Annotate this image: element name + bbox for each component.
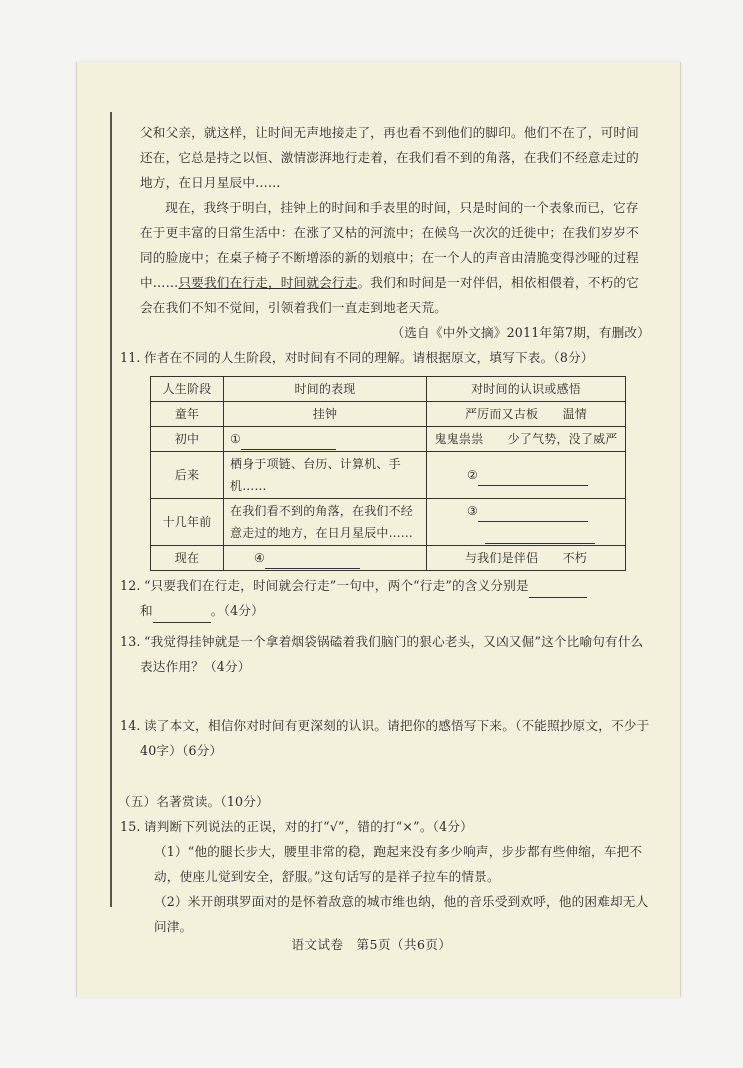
- feel-cell[interactable]: [427, 452, 626, 499]
- answer-marker: ②: [467, 468, 478, 482]
- question-12: [120, 573, 650, 598]
- question-11: [120, 345, 650, 370]
- page-footer: 语文试卷 第5页（共6页）: [291, 937, 452, 952]
- question-14-text: 读了本文，相信你对时间有更深刻的认识。请把你的感悟写下来。（不能照抄原文，不少于40字）（6分）: [140, 718, 650, 758]
- answer-blank[interactable]: [241, 435, 336, 450]
- table-header-cell: 人生阶段: [151, 377, 224, 402]
- table-row: [151, 546, 626, 571]
- binding-margin-line: [110, 112, 112, 907]
- show-cell: 栖身于项链、台历、计算机、手机……: [224, 452, 427, 499]
- answer-space[interactable]: [140, 763, 650, 789]
- stage-cell: 童年: [151, 402, 224, 427]
- question-13-text: “我觉得挂钟就是一个拿着烟袋锅磕着我们脑门的狠心老头，又凶又倔”这个比喻句有什么表达作用？（4分）: [140, 634, 644, 674]
- table-row: [151, 499, 626, 546]
- answer-marker: ①: [230, 432, 241, 446]
- answer-blank[interactable]: [478, 507, 588, 522]
- table-row: [151, 427, 626, 452]
- table-header-row: [151, 377, 626, 402]
- answer-blank[interactable]: [265, 554, 360, 569]
- question-number: 12.: [120, 578, 141, 593]
- page-content: [118, 120, 650, 939]
- show-cell[interactable]: [224, 427, 427, 452]
- question-number: 14.: [120, 718, 141, 733]
- question-number: 15.: [120, 819, 141, 834]
- show-cell[interactable]: [224, 546, 427, 571]
- question-15-text: 请判断下列说法的正误，对的打“√”，错的打“×”。（4分）: [144, 819, 473, 834]
- answer-marker: ③: [467, 504, 478, 518]
- answer-marker: ④: [254, 551, 265, 565]
- show-cell: 挂钟: [224, 402, 427, 427]
- question-14: [120, 713, 650, 763]
- answer-blank[interactable]: [485, 529, 595, 544]
- passage-paragraph-2: [140, 195, 650, 320]
- question-12-score: 。（4分）: [210, 603, 264, 618]
- table-header-cell: 对时间的认识或感悟: [427, 377, 626, 402]
- question-number: 13.: [120, 634, 141, 649]
- passage-paragraph-1: 父和父亲，就这样，让时间无声地接走了，再也看不到他们的脚印。他们不在了，可时间还在，它总是持之以恒、激情澎湃地行走着，在我们看不到的角落，在我们不经意走过的地方，在日月星辰中……: [140, 125, 639, 190]
- stage-cell: 十几年前: [151, 499, 224, 546]
- question-15-item-2: （2）米开朗琪罗面对的是怀着敌意的城市维也纳，他的音乐受到欢呼，他的困难却无人问津。: [154, 894, 649, 934]
- underlined-sentence: 只要我们在行走，时间就会行走: [178, 275, 358, 290]
- table-row: [151, 402, 626, 427]
- feel-cell[interactable]: [427, 499, 626, 546]
- question-13: [120, 629, 650, 679]
- feel-cell: 鬼鬼祟祟 少了气势，没了威严: [427, 427, 626, 452]
- answer-blank[interactable]: [153, 608, 211, 623]
- passage-source: （选自《中外文摘》2011年第7期，有删改）: [391, 325, 650, 340]
- time-understanding-table: [150, 376, 626, 571]
- passage-paragraph-2-end: 。我们和时间是一对伴侣，相依相偎着，不朽的它会在我们不知不觉间，引领着我们一直走到地老天荒。: [140, 275, 639, 315]
- question-12-line-2: [140, 598, 650, 623]
- table-header-cell: 时间的表现: [224, 377, 427, 402]
- passage-paragraph-2-start: 现在，我终于明白，挂钟上的时间和手表里的时间，只是时间的一个表象而已，它存在于更丰富的日常生活中：在涨了又枯的河流中；在候鸟一次次的迁徙中；在我们岁岁不同的脸庞中；在桌子椅子不断增添的新的划痕中；在一个人的声音由清脆变得沙哑的过程中……: [140, 200, 639, 290]
- question-number: 11.: [120, 350, 141, 365]
- question-11-text: 作者在不同的人生阶段，对时间有不同的理解。请根据原文，填写下表。（8分）: [144, 350, 594, 365]
- stage-cell: 初中: [151, 427, 224, 452]
- show-cell: 在我们看不到的角落，在我们不经意走过的地方，在日月星辰中……: [224, 499, 427, 546]
- stage-cell: 后来: [151, 452, 224, 499]
- answer-space[interactable]: [140, 679, 650, 713]
- answer-blank[interactable]: [478, 471, 588, 486]
- feel-cell: 与我们是伴侣 不朽: [427, 546, 626, 571]
- stage-cell: 现在: [151, 546, 224, 571]
- table-row: [151, 452, 626, 499]
- question-12-text: “只要我们在行走，时间就会行走”一句中，两个“行走”的含义分别是: [144, 578, 529, 593]
- answer-blank[interactable]: [529, 583, 587, 598]
- feel-cell: 严厉而又古板 温情: [427, 402, 626, 427]
- section-5-title: （五）名著赏读。（10分）: [118, 794, 269, 809]
- question-15: [120, 814, 650, 839]
- question-12-and: 和: [140, 603, 153, 618]
- question-15-item-1: （1）“他的腿长步大，腰里非常的稳，跑起来没有多少响声，步步都有些伸缩，车把不动，使座儿觉到安全，舒服。”这句话写的是祥子拉车的情景。: [154, 844, 643, 884]
